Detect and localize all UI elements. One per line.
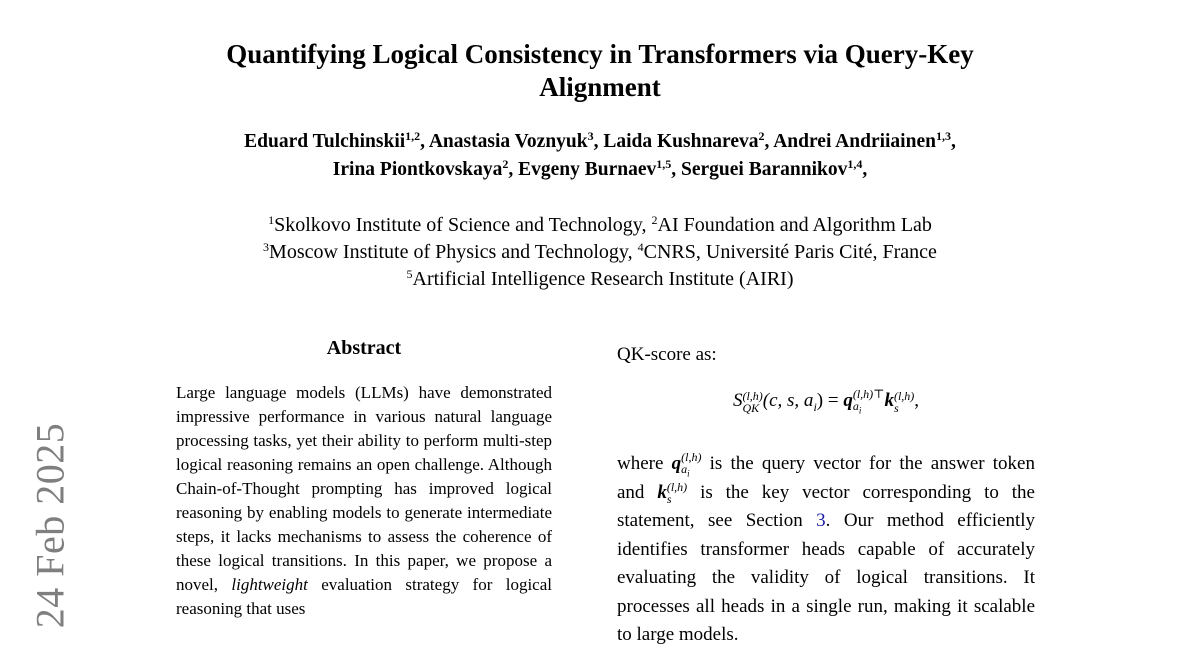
author: Anastasia Voznyuk$^3$ (428, 129, 594, 152)
qk-score-equation: S (l,h) QK (c, s, $a_i) = q$ (l,h)⊤ $a_i$ k (l,h) s , (732, 387, 920, 416)
abstract-body: Large language models (LLMs) have demonstrated impressive performance in various natural language processing tasks, yet their ability to perform multi-step logical reasoning remains an open challenge. Although Chain-of-Thought prompting has improved logical reasoning by enabling models to generate intermediate steps, it lacks mechanisms to assess the coherence of these logical transitions. In this paper, we propose a novel, lightweight evaluation strategy for logical reasoning that uses (176, 383, 552, 618)
right-column-intro: QK-score as: (617, 344, 717, 365)
arxiv-date-stamp (20, 420, 80, 630)
section-link[interactable]: 3 (816, 510, 826, 531)
author: Andrei Andriiainen$^{1,3}$ (773, 129, 951, 152)
paper-title (150, 38, 1050, 104)
title-line-2: Alignment (539, 72, 661, 102)
right-column-paragraph: where q (l,h) $a_i$ is the query vector for the answer token and k (l,h) s is the key vector corresponding to the statement, see Section 3. Our method efficiently identifies transformer heads capable of accurately evaluating the validity of logical transitions. It processes all heads in a single run, making it scalable to large models. (617, 449, 1036, 645)
author: Eduard Tulchinskii$^{1,2}$ (244, 129, 421, 152)
author: Serguei Barannikov$^{1,4}$ (681, 157, 863, 180)
date-text: 24 Feb 2025 (27, 422, 73, 628)
abstract-heading: Abstract (326, 337, 402, 359)
author-list: Eduard Tulchinskii$^{1,2}$, Anastasia Voznyuk$^3$, Laida Kushnareva$^2$, Andrei Andriiainen$^{1,3}$, Irina Piontkovskaya$^2$, Evgeny Burnaev$^{1,5}$, Serguei Barannikov$^{1,4}$, (244, 129, 956, 180)
author: Laida Kushnareva$^2$ (603, 129, 765, 152)
title-line-1: Quantifying Logical Consistency in Transformers via Query-Key (226, 39, 974, 69)
affiliations: $^1$Skolkovo Institute of Science and Technology, $^2$AI Foundation and Algorithm Lab $^3$Moscow Institute of Physics and Technology, $^4$CNRS, Université Paris Cité, France $^5$Artificial Intelligence Research Institute (AIRI) (263, 213, 937, 290)
author: Irina Piontkovskaya$^2$ (332, 157, 509, 180)
author: Evgeny Burnaev$^{1,5}$ (518, 157, 672, 180)
